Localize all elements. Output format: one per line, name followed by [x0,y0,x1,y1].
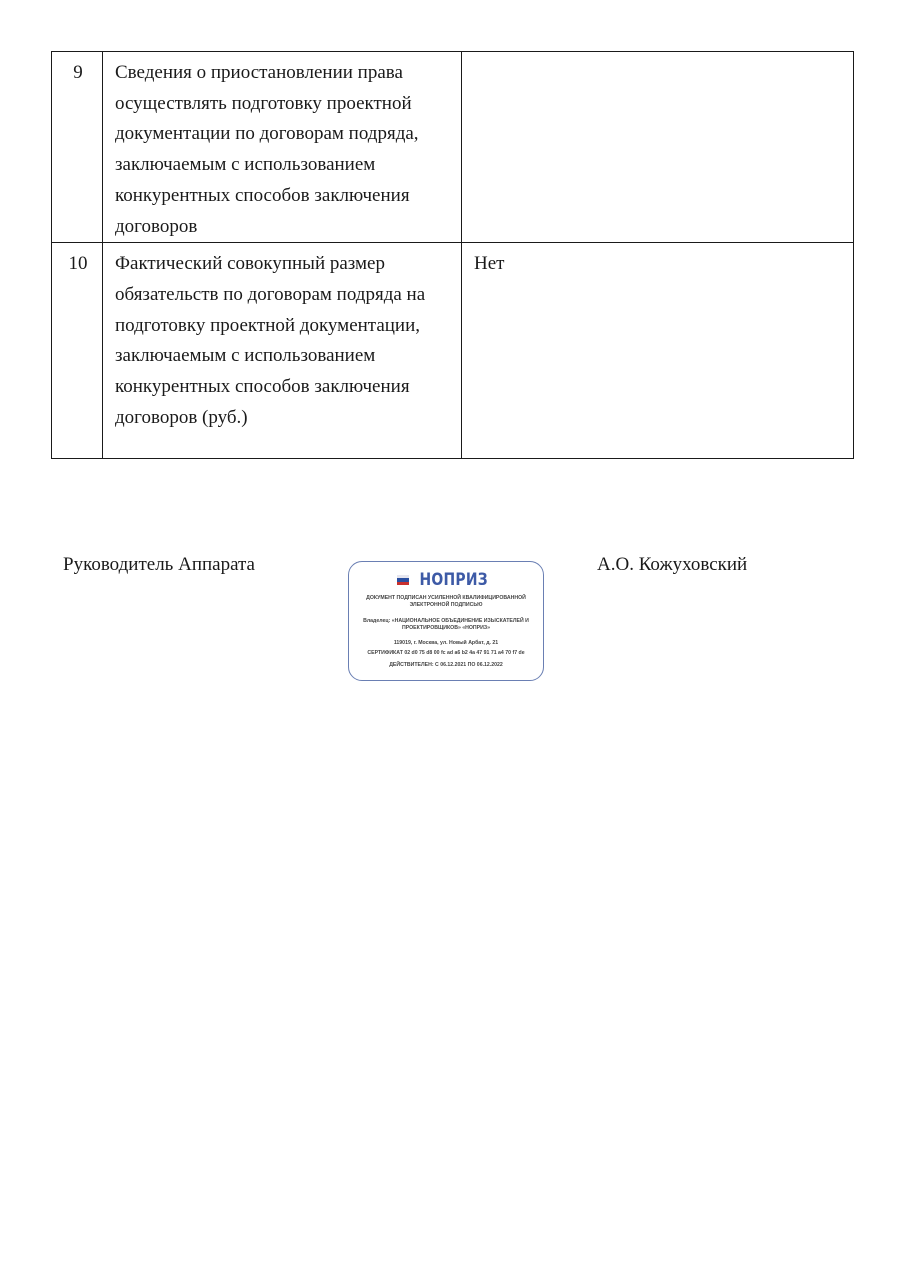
stamp-validity: ДЕЙСТВИТЕЛЕН: С 06.12.2021 ПО 06.12.2022 [389,662,503,668]
row-description: Сведения о приостановлении права осуществлять подготовку проектной документации по договорам подряда, заключаемым с использованием конкурентных способов заключения договоров [103,52,462,243]
table-row [52,243,854,459]
row-number: 9 [52,52,103,243]
flag-icon [397,575,409,585]
stamp-address: 119019, г. Москва, ул. Новый Арбат, д. 21 [393,640,499,646]
signer-name: А.О. Кожуховский [597,554,748,575]
stamp-signed-notice: ДОКУМЕНТ ПОДПИСАН УСИЛЕННОЙ КВАЛИФИЦИРОВАННОЙ ЭЛЕКТРОННОЙ ПОДПИСЬЮ [366,595,526,608]
nopriz-logo [349,570,543,590]
row-value [462,52,854,243]
logo-text: НОПРИЗ [419,570,488,590]
row-value: Нет [462,243,854,459]
stamp-owner: Владелец: «НАЦИОНАЛЬНОЕ ОБЪЕДИНЕНИЕ ИЗЫСКАТЕЛЕЙ И ПРОЕКТИРОВЩИКОВ» «НОПРИЗ» [363,618,529,631]
electronic-signature-stamp [348,561,544,681]
stamp-certificate: СЕРТИФИКАТ 02 d0 75 d8 00 fc ad a6 b2 4a 47 91 71 a4 70 f7 de [367,650,525,656]
row-number: 10 [52,243,103,459]
signer-position: Руководитель Аппарата [63,554,255,575]
registry-table [51,51,854,459]
table-row [52,52,854,243]
row-description: Фактический совокупный размер обязательств по договорам подряда на подготовку проектной документации, заключаемым с использованием конкурентных способов заключения договоров (руб.) [103,243,462,459]
